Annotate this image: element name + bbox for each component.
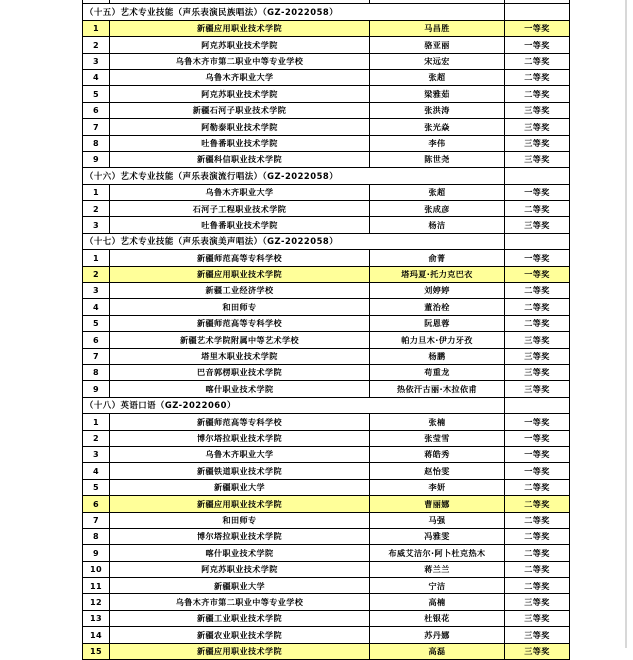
cell-row-number: 6 <box>83 102 110 118</box>
cell-contestant-name: 梁雅茹 <box>370 86 505 102</box>
cell-row-number: 1 <box>83 20 110 36</box>
section-header-row <box>83 4 570 20</box>
cell-row-number: 8 <box>83 528 110 544</box>
section-header-row <box>83 233 570 249</box>
cell-row-number: 12 <box>83 594 110 610</box>
cell-contestant-name: 阮恩蓉 <box>370 315 505 331</box>
cell-row-number: 6 <box>83 496 110 512</box>
cell-contestant-name: 杜银花 <box>370 610 505 626</box>
cell-school-name: 新疆应用职业技术学院 <box>110 20 370 36</box>
cell-row-number: 2 <box>83 201 110 217</box>
table-row <box>83 332 570 348</box>
cell-row-number: 9 <box>83 545 110 561</box>
cell-award-level: 二等奖 <box>505 545 570 561</box>
cell-school-name: 塔里木职业技术学院 <box>110 348 370 364</box>
table-row <box>83 184 570 200</box>
cell-school-name: 新疆科信职业技术学院 <box>110 151 370 167</box>
table-row <box>83 463 570 479</box>
table-row <box>83 496 570 512</box>
cell-award-level: 一等奖 <box>505 184 570 200</box>
cell-contestant-name: 俞菁 <box>370 250 505 266</box>
cell-school-name: 新疆职业大学 <box>110 479 370 495</box>
cell-contestant-name: 马强 <box>370 512 505 528</box>
cell-row-number: 3 <box>83 446 110 462</box>
cell-award-level: 一等奖 <box>505 446 570 462</box>
cell-award-level: 二等奖 <box>505 528 570 544</box>
cell-contestant-name: 陈世尧 <box>370 151 505 167</box>
table-row <box>83 578 570 594</box>
table-row <box>83 348 570 364</box>
section-header-row <box>83 397 570 413</box>
cell-row-number: 5 <box>83 315 110 331</box>
table-row <box>83 119 570 135</box>
cell-award-level: 一等奖 <box>505 20 570 36</box>
cell-contestant-name: 董治栓 <box>370 299 505 315</box>
cell-award-level: 二等奖 <box>505 315 570 331</box>
cell-row-number: 4 <box>83 69 110 85</box>
cell-contestant-name: 张楠 <box>370 414 505 430</box>
cell-contestant-name: 帕力旦木·伊力牙孜 <box>370 332 505 348</box>
cell-contestant-name: 布威艾洁尔·阿卜杜克热木 <box>370 545 505 561</box>
cell-award-level: 二等奖 <box>505 578 570 594</box>
cell-award-level: 一等奖 <box>505 37 570 53</box>
cell-row-number: 7 <box>83 348 110 364</box>
table-row <box>83 479 570 495</box>
cell-award-level: 一等奖 <box>505 250 570 266</box>
section-header-row <box>83 168 570 184</box>
cell-school-name: 新疆铁道职业技术学院 <box>110 463 370 479</box>
cell-contestant-name: 张光焱 <box>370 119 505 135</box>
cell-award-level: 三等奖 <box>505 627 570 643</box>
section-title: （十八）英语口语（GZ-2022060） <box>83 397 505 413</box>
cell-award-level: 一等奖 <box>505 430 570 446</box>
cell-award-level: 二等奖 <box>505 69 570 85</box>
cell-contestant-name: 杨鹏 <box>370 348 505 364</box>
table-row <box>83 643 570 659</box>
table-row <box>83 430 570 446</box>
table-row <box>83 627 570 643</box>
table-row <box>83 283 570 299</box>
cell-award-level: 三等奖 <box>505 643 570 659</box>
cell-school-name: 博尔塔拉职业技术学院 <box>110 528 370 544</box>
cell-award-level: 三等奖 <box>505 381 570 397</box>
cell-award-level: 三等奖 <box>505 217 570 233</box>
cell-award-level: 二等奖 <box>505 479 570 495</box>
cell-school-name: 新疆职业大学 <box>110 578 370 594</box>
cell-row-number: 1 <box>83 414 110 430</box>
cell-row-number: 15 <box>83 643 110 659</box>
cell-row-number: 7 <box>83 512 110 528</box>
section-award-blank <box>505 168 570 184</box>
cell-contestant-name: 蒋兰兰 <box>370 561 505 577</box>
table-row <box>83 86 570 102</box>
cell-contestant-name: 热依汗古丽·木拉依甫 <box>370 381 505 397</box>
cell-award-level: 一等奖 <box>505 463 570 479</box>
section-award-blank <box>505 233 570 249</box>
cell-contestant-name: 张超 <box>370 69 505 85</box>
cell-school-name: 石河子工程职业技术学院 <box>110 201 370 217</box>
cell-contestant-name: 宋远宏 <box>370 53 505 69</box>
award-table <box>82 0 570 660</box>
cell-school-name: 阿克苏职业技术学院 <box>110 86 370 102</box>
cell-award-level: 三等奖 <box>505 594 570 610</box>
cell-school-name: 新疆师范高等专科学校 <box>110 414 370 430</box>
cell-award-level: 二等奖 <box>505 496 570 512</box>
cell-school-name: 新疆应用职业技术学院 <box>110 496 370 512</box>
cell-row-number: 5 <box>83 86 110 102</box>
cell-contestant-name: 曹丽娜 <box>370 496 505 512</box>
table-row <box>83 545 570 561</box>
cell-school-name: 新疆工业经济学校 <box>110 283 370 299</box>
cell-contestant-name: 塔玛夏·托力克巴衣 <box>370 266 505 282</box>
cell-award-level: 二等奖 <box>505 561 570 577</box>
cell-school-name: 新疆师范高等专科学校 <box>110 250 370 266</box>
cell-award-level: 三等奖 <box>505 135 570 151</box>
cell-contestant-name: 高楠 <box>370 594 505 610</box>
cell-row-number: 10 <box>83 561 110 577</box>
table-row <box>83 69 570 85</box>
table-row <box>83 135 570 151</box>
cell-row-number: 3 <box>83 283 110 299</box>
table-row <box>83 250 570 266</box>
cell-row-number: 13 <box>83 610 110 626</box>
section-title: （十五）艺术专业技能（声乐表演民族唱法）（GZ-2022058） <box>83 4 505 20</box>
cell-school-name: 阿克苏职业技术学院 <box>110 561 370 577</box>
cell-row-number: 8 <box>83 364 110 380</box>
cell-award-level: 三等奖 <box>505 332 570 348</box>
cell-row-number: 11 <box>83 578 110 594</box>
cell-row-number: 3 <box>83 53 110 69</box>
page-right-gutter <box>625 0 627 648</box>
cell-row-number: 7 <box>83 119 110 135</box>
cell-award-level: 二等奖 <box>505 512 570 528</box>
cell-award-level: 三等奖 <box>505 102 570 118</box>
cell-school-name: 新疆师范高等专科学校 <box>110 315 370 331</box>
cell-contestant-name: 高磊 <box>370 643 505 659</box>
table-row <box>83 528 570 544</box>
cell-row-number: 2 <box>83 37 110 53</box>
cell-contestant-name: 李妍 <box>370 479 505 495</box>
table-row <box>83 561 570 577</box>
section-title: （十六）艺术专业技能（声乐表演流行唱法）（GZ-2022058） <box>83 168 505 184</box>
table-row <box>83 299 570 315</box>
table-row <box>83 364 570 380</box>
cell-row-number: 4 <box>83 463 110 479</box>
cell-row-number: 5 <box>83 479 110 495</box>
table-row <box>83 414 570 430</box>
cell-row-number: 9 <box>83 151 110 167</box>
cell-row-number: 4 <box>83 299 110 315</box>
cell-school-name: 喀什职业技术学院 <box>110 381 370 397</box>
table-row <box>83 381 570 397</box>
table-row <box>83 512 570 528</box>
table-row <box>83 315 570 331</box>
cell-contestant-name: 杨洁 <box>370 217 505 233</box>
cell-contestant-name: 马昌胜 <box>370 20 505 36</box>
table-row <box>83 446 570 462</box>
cell-contestant-name: 李伟 <box>370 135 505 151</box>
cell-school-name: 乌鲁木齐市第二职业中等专业学校 <box>110 594 370 610</box>
cell-contestant-name: 骆亚丽 <box>370 37 505 53</box>
cell-row-number: 14 <box>83 627 110 643</box>
cell-contestant-name: 宁洁 <box>370 578 505 594</box>
cell-school-name: 和田师专 <box>110 512 370 528</box>
cell-school-name: 乌鲁木齐职业大学 <box>110 446 370 462</box>
cell-award-level: 二等奖 <box>505 283 570 299</box>
cell-award-level: 三等奖 <box>505 119 570 135</box>
table-row <box>83 20 570 36</box>
cell-school-name: 阿克苏职业技术学院 <box>110 37 370 53</box>
section-award-blank <box>505 397 570 413</box>
cell-school-name: 新疆艺术学院附属中等艺术学校 <box>110 332 370 348</box>
cell-contestant-name: 苏丹娜 <box>370 627 505 643</box>
table-row <box>83 53 570 69</box>
table-row <box>83 151 570 167</box>
award-sheet <box>82 0 569 660</box>
table-row <box>83 102 570 118</box>
cell-award-level: 二等奖 <box>505 53 570 69</box>
cell-row-number: 6 <box>83 332 110 348</box>
cell-row-number: 1 <box>83 184 110 200</box>
cell-school-name: 新疆应用职业技术学院 <box>110 266 370 282</box>
cell-school-name: 吐鲁番职业技术学院 <box>110 217 370 233</box>
cell-school-name: 吐鲁番职业技术学院 <box>110 135 370 151</box>
cell-award-level: 三等奖 <box>505 610 570 626</box>
cell-school-name: 阿勒泰职业技术学院 <box>110 119 370 135</box>
cell-contestant-name: 苟重龙 <box>370 364 505 380</box>
cell-school-name: 乌鲁木齐职业大学 <box>110 69 370 85</box>
table-row <box>83 594 570 610</box>
cell-row-number: 8 <box>83 135 110 151</box>
cell-contestant-name: 刘婷婷 <box>370 283 505 299</box>
cell-award-level: 二等奖 <box>505 299 570 315</box>
cell-contestant-name: 张超 <box>370 184 505 200</box>
cell-school-name: 喀什职业技术学院 <box>110 545 370 561</box>
cell-award-level: 二等奖 <box>505 86 570 102</box>
table-row <box>83 610 570 626</box>
cell-school-name: 新疆工业职业技术学院 <box>110 610 370 626</box>
cell-row-number: 9 <box>83 381 110 397</box>
cell-school-name: 巴音郭楞职业技术学院 <box>110 364 370 380</box>
cell-row-number: 2 <box>83 430 110 446</box>
cell-school-name: 乌鲁木齐职业大学 <box>110 184 370 200</box>
cell-award-level: 一等奖 <box>505 266 570 282</box>
table-row <box>83 266 570 282</box>
cell-award-level: 三等奖 <box>505 151 570 167</box>
section-award-blank <box>505 4 570 20</box>
cell-contestant-name: 赵怡雯 <box>370 463 505 479</box>
cell-row-number: 3 <box>83 217 110 233</box>
cell-row-number: 2 <box>83 266 110 282</box>
table-row <box>83 37 570 53</box>
section-title: （十七）艺术专业技能（声乐表演美声唱法）（GZ-2022058） <box>83 233 505 249</box>
table-row <box>83 201 570 217</box>
cell-school-name: 新疆应用职业技术学院 <box>110 643 370 659</box>
cell-award-level: 一等奖 <box>505 414 570 430</box>
cell-contestant-name: 张洪涛 <box>370 102 505 118</box>
cell-contestant-name: 张成彦 <box>370 201 505 217</box>
cell-school-name: 新疆石河子职业技术学院 <box>110 102 370 118</box>
cell-contestant-name: 张莹雪 <box>370 430 505 446</box>
cell-row-number: 1 <box>83 250 110 266</box>
cell-award-level: 三等奖 <box>505 348 570 364</box>
cell-contestant-name: 蒋皓秀 <box>370 446 505 462</box>
cell-contestant-name: 冯雅雯 <box>370 528 505 544</box>
cell-award-level: 二等奖 <box>505 201 570 217</box>
table-row <box>83 217 570 233</box>
cell-school-name: 博尔塔拉职业技术学院 <box>110 430 370 446</box>
cell-school-name: 和田师专 <box>110 299 370 315</box>
cell-school-name: 新疆农业职业技术学院 <box>110 627 370 643</box>
cell-award-level: 三等奖 <box>505 364 570 380</box>
cell-school-name: 乌鲁木齐市第二职业中等专业学校 <box>110 53 370 69</box>
